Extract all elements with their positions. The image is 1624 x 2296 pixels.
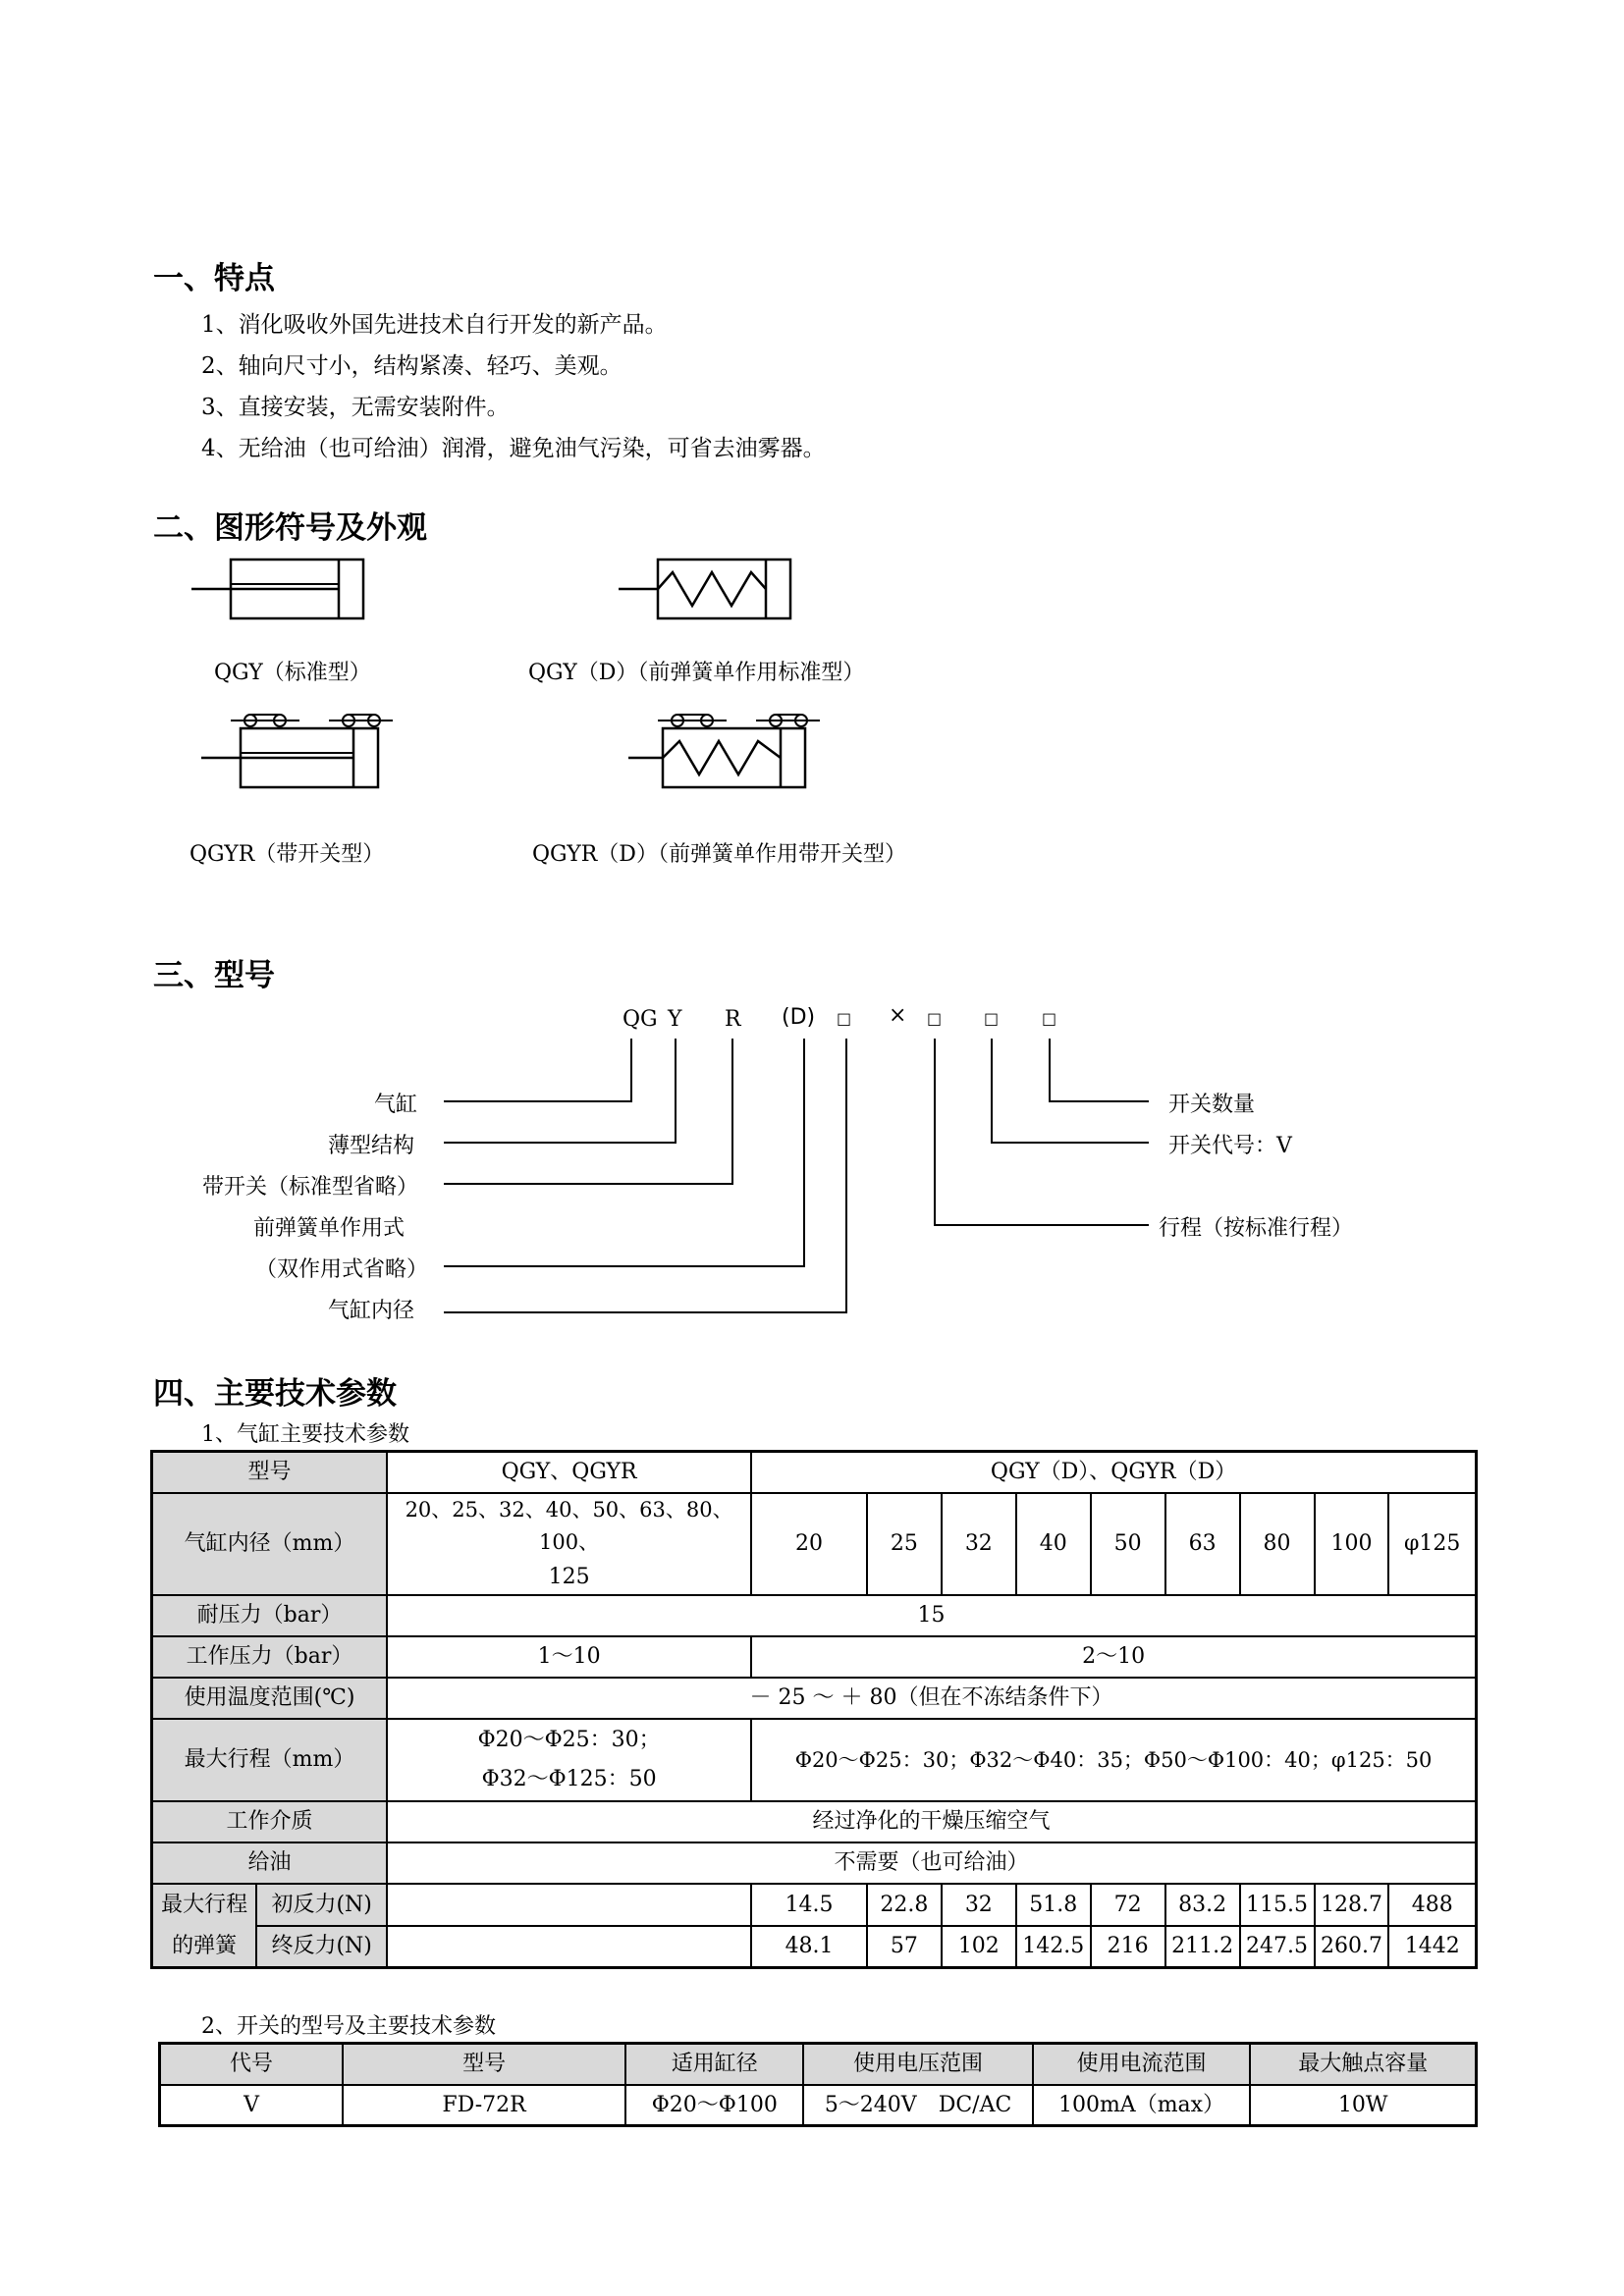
cell-line: 125 — [548, 1564, 590, 1589]
row-label: 最大行程（mm） — [152, 1719, 388, 1801]
subheading-cylinder-params: 1、气缸主要技术参数 — [201, 1422, 409, 1447]
symbol-label: QGY（标准型） — [214, 661, 371, 685]
cell: 211.2 — [1165, 1926, 1240, 1968]
code-box-switch: □ — [984, 1009, 1000, 1028]
cell: 14.5 — [751, 1884, 867, 1926]
cell: 115.5 — [1240, 1884, 1315, 1926]
cell: 1442 — [1388, 1926, 1476, 1968]
column-header: 最大触点容量 — [1250, 2044, 1476, 2085]
cell-line: 的弹簧 — [172, 1933, 238, 1958]
model-label-stroke: 行程（按标准行程） — [1159, 1216, 1354, 1241]
code-r: R — [725, 1007, 741, 1032]
feature-item: 2、轴向尺寸小，结构紧凑、轻巧、美观。 — [201, 353, 623, 379]
row-label: 气缸内径（mm） — [152, 1493, 388, 1595]
table-row — [152, 1719, 1477, 1801]
cell: 15 — [387, 1595, 1476, 1636]
model-label-switch: 带开关（标准型省略） — [202, 1175, 419, 1200]
code-box-bore: □ — [837, 1009, 852, 1028]
cell: 48.1 — [751, 1926, 867, 1968]
feature-item: 1、消化吸收外国先进技术自行开发的新产品。 — [201, 312, 668, 338]
cell: 100mA（max） — [1033, 2085, 1251, 2126]
table-row — [152, 1452, 1477, 1493]
table-row — [152, 1493, 1477, 1595]
table-row — [152, 1884, 1477, 1926]
column-header: 适用缸径 — [625, 2044, 803, 2085]
row-label: 工作压力（bar） — [152, 1636, 388, 1678]
cell: 20 — [751, 1493, 867, 1595]
cell-line: Φ20～Φ25：30； — [477, 1728, 661, 1753]
feature-item: 3、直接安装，无需安装附件。 — [201, 395, 510, 420]
cell: 5～240V DC/AC — [803, 2085, 1032, 2126]
row-label: 给油 — [152, 1842, 388, 1884]
cell: 83.2 — [1165, 1884, 1240, 1926]
cell: 102 — [942, 1926, 1016, 1968]
code-box-stroke: □ — [927, 1009, 943, 1028]
cell — [387, 1884, 751, 1926]
section-1-title: 一、特点 — [153, 261, 275, 296]
cell: 1～10 — [387, 1636, 751, 1678]
cell: Φ20～Φ100 — [625, 2085, 803, 2126]
code-box-qty: □ — [1042, 1009, 1057, 1028]
cell: 22.8 — [867, 1884, 942, 1926]
cell: QGY（D）、QGYR（D） — [751, 1452, 1476, 1493]
cell: 40 — [1016, 1493, 1091, 1595]
cell — [387, 1926, 751, 1968]
row-label: 耐压力（bar） — [152, 1595, 388, 1636]
column-header: 型号 — [343, 2044, 625, 2085]
symbol-label: QGYR（D）（前弹簧单作用带开关型） — [532, 842, 906, 867]
model-label-front-spring: 前弹簧单作用式 — [253, 1216, 406, 1241]
cell: Φ20～Φ25：30；Φ32～Φ40：35；Φ50～Φ100：40；φ125：50 — [751, 1719, 1476, 1801]
table-row — [152, 1595, 1477, 1636]
model-label-switch-code: 开关代号：V — [1168, 1134, 1292, 1158]
feature-item: 4、无给油（也可给油）润滑，避免油气污染，可省去油雾器。 — [201, 436, 826, 461]
cell: 32 — [942, 1884, 1016, 1926]
cell: V — [160, 2085, 344, 2126]
cell: 不需要（也可给油） — [387, 1842, 1476, 1884]
switch-params-table — [158, 2042, 1478, 2127]
model-label-bore: 气缸内径 — [328, 1299, 415, 1323]
cell: 25 — [867, 1493, 942, 1595]
row-label: 使用温度范围(℃) — [152, 1678, 388, 1719]
model-label-thin: 薄型结构 — [328, 1134, 415, 1158]
code-x: × — [889, 1003, 907, 1028]
cylinder-params-table — [150, 1450, 1478, 1969]
cell: 260.7 — [1315, 1926, 1389, 1968]
row-label: 初反力(N) — [256, 1884, 387, 1926]
row-label: 工作介质 — [152, 1801, 388, 1842]
cell: 72 — [1091, 1884, 1165, 1926]
code-qg: QG — [623, 1007, 658, 1032]
cell: 51.8 — [1016, 1884, 1091, 1926]
cell: 247.5 — [1240, 1926, 1315, 1968]
cell-line: 20、25、32、40、50、63、80、100、 — [405, 1497, 733, 1555]
model-label-double: （双作用式省略） — [255, 1257, 429, 1282]
section-2-title: 二、图形符号及外观 — [153, 510, 427, 546]
cell: 488 — [1388, 1884, 1476, 1926]
symbol-label: QGY（D）（前弹簧单作用标准型） — [528, 661, 865, 685]
cell: 经过净化的干燥压缩空气 — [387, 1801, 1476, 1842]
column-header: 代号 — [160, 2044, 344, 2085]
cell: 80 — [1240, 1493, 1315, 1595]
cell: 32 — [942, 1493, 1016, 1595]
table-row — [152, 1678, 1477, 1719]
cell: 142.5 — [1016, 1926, 1091, 1968]
code-d: (D) — [782, 1005, 816, 1030]
table-header-row — [160, 2044, 1477, 2085]
cell: QGY、QGYR — [387, 1452, 751, 1493]
cell — [387, 1719, 751, 1801]
code-y: Y — [668, 1007, 682, 1032]
section-3-title: 三、型号 — [153, 958, 275, 993]
cell: 63 — [1165, 1493, 1240, 1595]
table-row — [152, 1801, 1477, 1842]
cell: － 25 ～ ＋ 80（但在不冻结条件下） — [387, 1678, 1476, 1719]
cell: FD-72R — [343, 2085, 625, 2126]
table-row — [152, 1636, 1477, 1678]
row-label: 终反力(N) — [256, 1926, 387, 1968]
cell-line: 最大行程 — [161, 1892, 248, 1917]
subheading-switch-params: 2、开关的型号及主要技术参数 — [201, 2014, 496, 2039]
cell-line: Φ32～Φ125：50 — [481, 1766, 657, 1791]
cell — [387, 1493, 751, 1595]
table-row — [152, 1926, 1477, 1968]
cell: 2～10 — [751, 1636, 1476, 1678]
row-label — [152, 1884, 257, 1968]
table-row — [152, 1842, 1477, 1884]
row-label: 型号 — [152, 1452, 388, 1493]
column-header: 使用电压范围 — [803, 2044, 1032, 2085]
section-4-title: 四、主要技术参数 — [153, 1376, 397, 1412]
cell: 57 — [867, 1926, 942, 1968]
cell: 100 — [1315, 1493, 1389, 1595]
column-header: 使用电流范围 — [1033, 2044, 1251, 2085]
model-label-cylinder: 气缸 — [374, 1093, 418, 1117]
table-row — [160, 2085, 1477, 2126]
cell: φ125 — [1388, 1493, 1476, 1595]
cell: 128.7 — [1315, 1884, 1389, 1926]
cell: 10W — [1250, 2085, 1476, 2126]
model-label-switch-qty: 开关数量 — [1168, 1093, 1256, 1117]
symbol-label: QGYR（带开关型） — [189, 842, 385, 867]
cell: 216 — [1091, 1926, 1165, 1968]
cell: 50 — [1091, 1493, 1165, 1595]
